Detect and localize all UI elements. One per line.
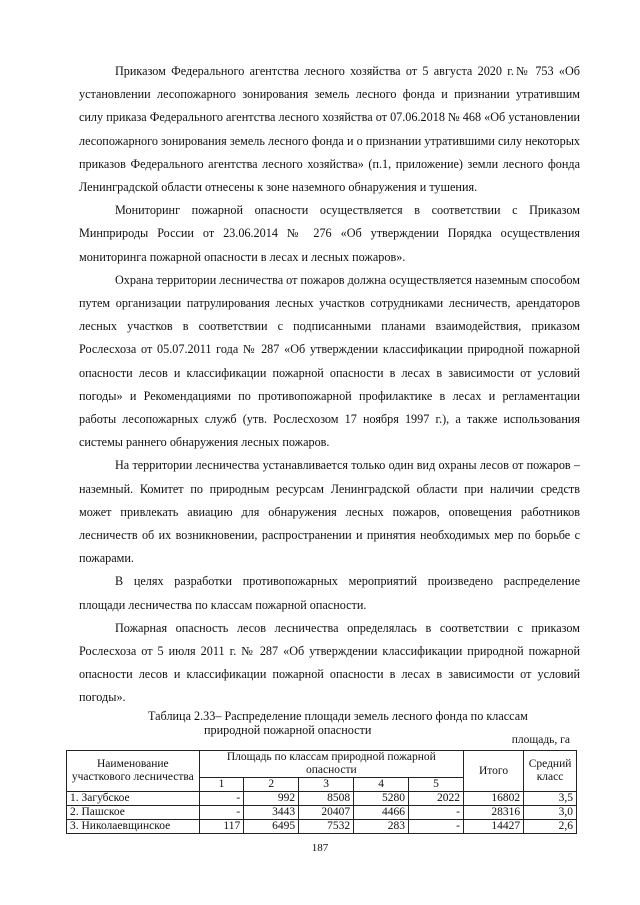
table-caption-line1: Таблица 2.33– Распределение площади земель лесного фонда по классам — [148, 709, 528, 723]
cell-name: 3. Николаевщинское — [67, 820, 200, 834]
cell-class-4: 5280 — [354, 792, 409, 806]
table-row — [67, 792, 577, 806]
header-class-4: 4 — [354, 778, 409, 792]
cell-class-4: 4466 — [354, 806, 409, 820]
header-name: Наименование участкового лесничества — [67, 751, 200, 792]
paragraph: Охрана территории лесничества от пожаров должна осуществляется наземным способом путем организации патрулирования лесных участков сотрудниками лесничеств, арендаторов лесных участков в соответствии с подписанными планами взаимодействия, приказом Рослесхоза от 05.07.2011 года № 287 «Об утверждении классификации природной пожарной опасности лесов и классификации пожарной опасности в лесах в зависимости от условий погоды» и Рекомендациями по противопожарной профилактике в лесах и регламентации работы лесопожарных служб (утв. Рослесхозом 17 ноября 1997 г.), а также использования системы раннего обнаружения лесных пожаров. — [79, 272, 580, 450]
cell-class-4: 283 — [354, 820, 409, 834]
table-unit: площадь, га — [511, 734, 570, 746]
cell-total: 14427 — [463, 820, 523, 834]
cell-class-2: 992 — [244, 792, 299, 806]
header-class-2: 2 — [244, 778, 299, 792]
table-row — [67, 806, 577, 820]
cell-class-3: 8508 — [299, 792, 354, 806]
table-row — [67, 820, 577, 834]
cell-class-5: 2022 — [409, 792, 464, 806]
cell-name: 1. Загубское — [67, 792, 200, 806]
cell-class-3: 20407 — [299, 806, 354, 820]
header-class-1: 1 — [199, 778, 244, 792]
table-header-row — [67, 751, 577, 778]
paragraph: Мониторинг пожарной опасности осуществляется в соответствии с Приказом Минприроды России от 23.06.2014 № 276 «Об утверждении Порядка осуществления мониторинга пожарной опасности в лесах и лесных пожаров». — [79, 203, 580, 264]
cell-class-2: 6495 — [244, 820, 299, 834]
fire-class-table — [66, 750, 577, 834]
header-avg-class: Средний класс — [524, 751, 577, 792]
header-total: Итого — [463, 751, 523, 792]
header-class-3: 3 — [299, 778, 354, 792]
paragraph: На территории лесничества устанавливается только один вид охраны лесов от пожаров – наземный. Комитет по природным ресурсам Ленинградской области при наличии средств может привлекать авиацию для обнаружения лесных пожаров, оповещения работников лесничеств об их возникновении, распространении и принятия необходимых мер по борьбе с пожарами. — [79, 458, 580, 566]
cell-class-1: 117 — [199, 820, 244, 834]
cell-class-3: 7532 — [299, 820, 354, 834]
table-caption-line2: природной пожарной опасности — [204, 723, 372, 737]
cell-class-1: - — [199, 806, 244, 820]
cell-avg-class: 3,5 — [524, 792, 577, 806]
cell-class-1: - — [199, 792, 244, 806]
paragraph: Приказом Федерального агентства лесного хозяйства от 5 августа 2020 г.№ 753 «Об установлении лесопожарного зонирования земель лесного фонда и признании утратившим силу приказа Федерального агентства лесного хозяйства от 07.06.2018 № 468 «Об установлении лесопожарного зонирования земель лесного фонда и о признании утратившими силу некоторых приказов Федерального агентства лесного хозяйства» (п.1, приложение) земли лесного фонда Ленинградской области отнесены к зоне наземного обнаружения и тушения. — [79, 64, 580, 195]
cell-avg-class: 2,6 — [524, 820, 577, 834]
paragraph: Пожарная опасность лесов лесничества определялась в соответствии с приказом Рослесхоза от 5 июля 2011 г. № 287 «Об утверждении классификации природной пожарной опасности лесов и классификации пожарной опасности в лесах в зависимости от условий погоды». — [79, 620, 580, 705]
header-area-by-class: Площадь по классам природной пожарной опасности — [199, 751, 463, 778]
header-class-5: 5 — [409, 778, 464, 792]
cell-name: 2. Пашское — [67, 806, 200, 820]
cell-avg-class: 3,0 — [524, 806, 577, 820]
body-text — [79, 60, 580, 710]
cell-class-5: - — [409, 806, 464, 820]
cell-total: 28316 — [463, 806, 523, 820]
page-number: 187 — [311, 842, 329, 854]
cell-total: 16802 — [463, 792, 523, 806]
cell-class-2: 3443 — [244, 806, 299, 820]
paragraph: В целях разработки противопожарных мероприятий произведено распределение площади лесничества по классам пожарной опасности. — [79, 574, 580, 612]
cell-class-5: - — [409, 820, 464, 834]
